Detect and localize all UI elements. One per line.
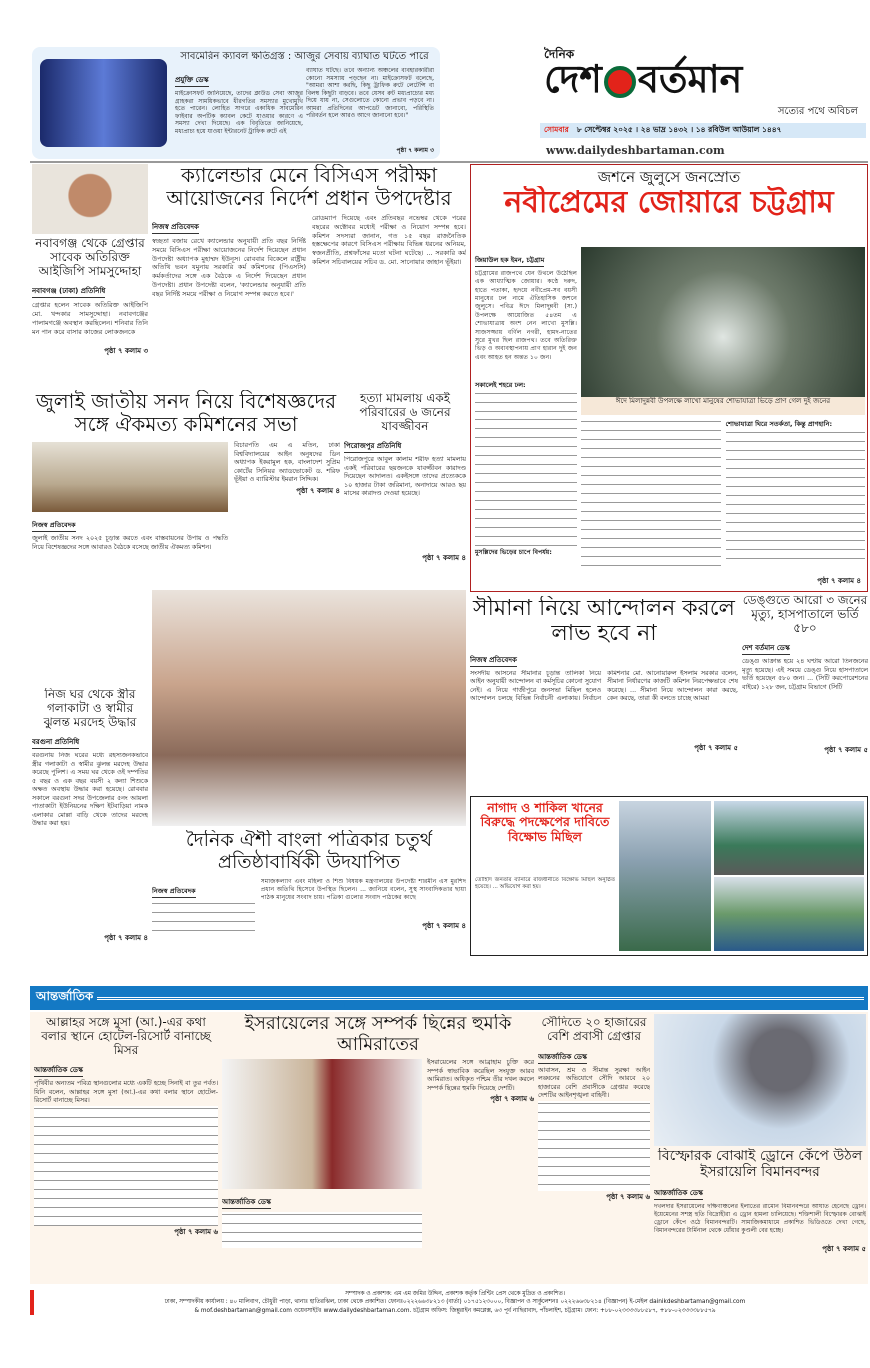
border-headline: সীমানা নিয়ে আন্দোলন করলে লাভ হবে না — [473, 596, 735, 647]
bcs-byline: নিজস্ব প্রতিবেদক — [152, 221, 199, 234]
arrest-jump: পৃষ্ঠা ৭ কলাম ৩ — [104, 347, 148, 356]
arrest-byline: নবাবগঞ্জ (ঢাকা) প্রতিনিধি — [32, 285, 105, 298]
uae-byline: আন্তর্জাতিক ডেস্ক — [222, 1196, 271, 1209]
text-lines — [475, 417, 577, 547]
egypt-jump: পৃষ্ঠা ৭ কলাম ৬ — [174, 1227, 218, 1236]
server-room-image — [40, 59, 167, 147]
date-label: ৮ সেপ্টেম্বর ২০২৫ । ২৪ ভাদ্র ১৪৩২ । ১৪ রবিউল আউয়াল ১৪৪৭ — [576, 124, 782, 134]
international-section-bar — [30, 986, 868, 1010]
arrest-headline: নবাবগঞ্জ থেকে গ্রেপ্তার সাবেক অতিরিক্ত আইজিপি সামসুদ্দোহা — [35, 236, 145, 278]
tech-headline: সাবমেরিন ক্যাবল ক্ষতিগ্রস্ত : আজুর সেবায় ব্যাঘাত ঘটতে পারে — [180, 51, 429, 62]
text-lines — [34, 1106, 218, 1226]
tech-byline: প্রযুক্তি ডেস্ক — [175, 74, 209, 87]
charter-jump: পৃষ্ঠা ৭ কলাম ৪ — [296, 486, 340, 495]
oishi-jump: পৃষ্ঠা ৭ কলাম ৪ — [422, 921, 466, 930]
saudi-text: আবাসন, শ্রম ও সীমান্ত সুরক্ষা আইন লঙ্ঘনের অভিযোগে সৌদি আরবে ২০ হাজারের বেশি প্রবাসীকে গ্রেপ্তার করেছে দেশটির আইনশৃঙ্খলা বাহিনী। — [538, 1066, 650, 1100]
award-ceremony-photo — [152, 590, 466, 826]
drone-text: দখলদার ইসরায়েলের দক্ষিণাঞ্চলের ইলাতের রামোন বিমানবন্দরে আঘাত হেনেছে ড্রোন। ইয়েমেনের সশস্ত্র হুতি বিদ্রোহীরা এ ড্রোন হামলা চালিয়েছে। শক্তিশালী বিস্ফোরক বোঝাই ড্রোনে কেঁপে ওঠে বিমানবন্দরটি। সামাজিকমাধ্যমে প্রকাশিত ভিডিওতে দেখা গেছে, বিমানবন্দরের টার্মিনাল থেকে ধোঁয়ার কুণ্ডলী বের হচ্ছে। — [654, 1203, 866, 1235]
dengue-jump: পৃষ্ঠা ৭ কলাম ৫ — [824, 746, 868, 755]
charter-byline: নিজস্ব প্রতিবেদক — [32, 520, 76, 532]
drone-jump: পৃষ্ঠা ৭ কলাম ৫ — [822, 1245, 866, 1254]
ctg-byline: জিয়াউল হক ইমন, চট্টগ্রাম — [475, 255, 544, 267]
portrait-photo — [32, 164, 148, 234]
protest-photo-1 — [619, 801, 711, 951]
tech-news-box — [32, 47, 440, 159]
dengue-text: ডেঙ্গু আক্রান্ত হয়ে ২৪ ঘণ্টায় আরো তিনজনের মৃত্যু হয়েছে। এই সময়ে ডেঙ্গু নিয়ে হাসপাতালে ভর্তি হয়েছেন ৫৮০ জন। ... (সিটি করপোরেশনের বাইরে) ১২৮ জন, চট্টগ্রাম বিভাগে (সিটি — [742, 658, 868, 691]
footer-line-3: & mof.deshbartaman@gmail.com ওয়েবসাইটঃ www.dailydeshbartaman.com. চট্টগ্রাম অফিস: জিন্নুরাইন কমপ্লেক্স, ৬৩ পূর্ব নাছিরাবাদ, পাঁচলাইশ, চট্টগ্রাম। ফোন: +৮৮-০২৩৩৩৩৮৮৫৮৭, +৮৮-০২৩৩৩৩৮৮৫৭৯ — [194, 1307, 716, 1314]
ctg-subhead-2: শোভাযাত্রা ঘিরে সতর্কতা, কিন্তু প্রাণহানি: — [725, 420, 833, 428]
ctg-text: চট্টগ্রামের রাজপথে যেন উথলে উঠেছিল এক আধ্যাত্মিক জোয়ার। কণ্ঠে দরুদ, হাতে পতাকা, হৃদয়ে নবীপ্রেম-সব বয়সী মানুষের ঢল নামে ঐতিহাসিক জশনে জুলুসে। পবিত্র ঈদে মিলাদুন্নবী (সা.) উপলক্ষে আয়োজিত ৫৪তম এ শোভাযাত্রায় অংশ নেন লাখো মুসল্লি। সাজসজ্জায় বর্ণিল নগরী, হামদ-নাতের সুরে মুখর ছিল রাজপথ। তবে অতিরিক্ত ভিড় ও অব্যবস্থাপনায় প্রাণ হারান দুই জন এবং আহত হন অন্তত ১০ জন। — [475, 270, 577, 361]
bcs-headline: ক্যালেন্ডার মেনে বিসিএস পরীক্ষা আয়োজনের নির্দেশ প্রধান উপদেষ্টার — [166, 164, 452, 210]
footer-line-1: সম্পাদক ও প্রকাশক: এম এম জমির উদ্দিন, প্রকাশক কর্তৃক প্রিন্টিং প্রেস থেকে মুদ্রিত ও প্রকাশিত। — [345, 1291, 565, 1297]
masthead-tagline: সত্যের পথে অবিচল — [777, 106, 858, 117]
border-byline: নিজস্ব প্রতিবেদক — [470, 654, 517, 667]
charter-headline: জুলাই জাতীয় সনদ নিয়ে বিশেষজ্ঞদের সঙ্গে ঐকমত্য কমিশনের সভা — [35, 390, 337, 436]
protest-photo-2 — [714, 801, 864, 875]
egypt-text: পৃথিবীর অন্যতম পবিত্র স্থানগুলোর মধ্যে একটি হচ্ছে সিনাই বা তুর পর্বত। যিনি বলেন, আল্লাহর সঙ্গে মুসা (আ.)-এর কথা বলার স্থানে হোটেল-রিসোর্ট বানাচ্ছে মিসর। — [34, 1080, 218, 1105]
charter-text-2: জুলাই জাতীয় সনদ ২০২৫ চূড়ান্ত করতে এবং বাস্তবায়নের উপায় ও পদ্ধতি নিয়ে বিশেষজ্ঞদের সঙ্গে আবারও বৈঠকে বসেছে জাতীয় ঐকমত্য কমিশন। — [32, 535, 228, 551]
bcs-text-col2: রোডম্যাপ দিয়েছে এবং প্রতিবছর নভেম্বর থেকে পরের বছরের অক্টোবর মধ্যেই পরীক্ষা ও নিয়োগ সম্পন্ন হবে। কমিশন সদস্যরা জানান, গত ১৫ বছর রাজনৈতিক হস্তক্ষেপের কারণে বিসিএস পরীক্ষায় বিভিন্ন ধরনের অনিয়ম, স্বজনপ্রীতি, প্রশ্নফাঁসের মতো ঘটনা ঘটেছে। ... সরকারি কর্ম কমিশন সচিবালয়ের সচিব ড. মো. সানোয়ার জাহান ভূঁইয়া। — [312, 214, 466, 266]
date-bar — [540, 123, 866, 138]
barguna-text: বরগুনায় নিজ ঘরের মধ্যে রহস্যজনকভাবে স্ত্রীর গলাকাটা ও স্বামীর ঝুলন্ত মরদেহ উদ্ধার করেছে পুলিশ। এ সময় ঘর থেকে ওই দম্পতির ৫ বছর ও এক বছর বয়সী ২ কন্যা শিশুকে অক্ষত অবস্থায় উদ্ধার করা হয়েছে। রোববার সকালে বরগুনা সদর উপজেলার ৫নং আয়লা পাতাকাটা ইউনিয়নের দক্ষিণ ইটবাড়িয়া নামক এলাকার মোল্লা বাড়ি থেকে তাদের মরদেহ উদ্ধার করা হয়। — [32, 752, 148, 828]
meeting-photo — [32, 442, 228, 512]
leaders-photo — [222, 1059, 422, 1189]
bcs-text-col1: স্বচ্ছতা বজায় রেখে ক্যালেন্ডার অনুযায়ী প্রতি বছর নির্দিষ্ট সময়ে বিসিএস পরীক্ষা আয়োজনের নির্দেশ দিয়েছেন প্রধান উপদেষ্টা অধ্যাপক মুহাম্মদ ইউনূস। রোববার বিকেলে রাষ্ট্রীয় অতিথি ভবন যমুনায় সরকারি কর্ম কমিশনের (পিএসসি) কর্মকর্তাদের সঙ্গে এক বৈঠকে এ নির্দেশ দিয়েছেন প্রধান উপদেষ্টা। প্রধান উপদেষ্টা বলেন, 'ক্যালেন্ডার অনুযায়ী প্রতি বছর নির্দিষ্ট সময়ে পরীক্ষা ও নিয়োগ সম্পন্ন করতে হবে।' — [152, 237, 306, 298]
saudi-jump: পৃষ্ঠা ৭ কলাম ৬ — [606, 1192, 650, 1201]
arrest-text: গ্রেপ্তার হলেন সাবেক অতিরিক্ত আইজিপি মো. খন্দকার সামসুদ্দোহা। নবাবগঞ্জের পালামগঞ্জে অবস্থান করছিলেন। শনিবার তিনি মন পান করে বাসার কাজের লোকজনকে — [32, 301, 148, 336]
tech-jump: পৃষ্ঠা ৭ কলাম ৩ — [396, 147, 434, 154]
section-label: আন্তর্জাতিক — [36, 989, 94, 1003]
airport-smoke-photo — [654, 1014, 866, 1146]
website-label: www.dailydeshbartaman.com — [546, 144, 725, 157]
uae-text: ইসরায়েলের সঙ্গে আব্রাহাম চুক্তি করে সম্পর্ক স্বাভাবিক করেছিল সংযুক্ত আরব আমিরাত। অধিকৃত পশ্চিম তীর দখল করলে সম্পর্ক ছিন্নের হুমকি দিয়েছে দেশটি। — [427, 1059, 534, 1092]
masthead-name-left: দেশ — [544, 57, 602, 101]
murder-text: পিরোজপুরে আবুল কালাম শরীফ হত্যা মামলায় একই পরিবারের ছয়জনকে যাবজ্জীবন কারাদণ্ড দিয়েছেন আদালত। একইসঙ্গে তাদের প্রত্যেককে ১০ হাজার টাকা জরিমানা, অনাদায়ে আরও ছয় মাসের কারাদণ্ড দেওয়া হয়েছে। — [344, 456, 466, 498]
murder-byline: পিরোজপুর প্রতিনিধি — [344, 440, 401, 453]
ctg-subhead-3: মুসল্লিদের ভিড়ের চাপে বিপর্যয়: — [475, 549, 552, 556]
murder-jump: পৃষ্ঠা ৭ কলাম ৪ — [422, 554, 466, 563]
dengue-headline: ডেঙ্গুতে আরো ৩ জনের মৃত্যু, হাসপাতালে ভর্তি ৫৮০ — [742, 594, 868, 635]
border-text: সংসদীয় আসনের সীমানার চূড়ান্ত তালিকা নিয়ে আইন অনুযায়ী আন্দোলন বা কর্মসূচির কোনো সুযোগ নেই। এ নিয়ে গাজীপুরে জনসভা মিছিল হলেও আন্দোলন চলছে বিভিন্ন নির্বাচনী এলাকায়। নির্বাচন কমিশনার মো. আনোয়ারুল ইসলাম সরকার বলেন, সীমানা নির্ধারণের কাজটি কমিশন নিরপেক্ষভাবে শেষ করেছে। ... সীমানা নিয়ে আন্দোলন কারা করছে, কেন করছে, তারা কী বলতে চাচ্ছে আমরা — [470, 669, 738, 703]
drone-headline: বিস্ফোরক বোঝাই ড্রোনে কেঁপে উঠল ইসরায়েলি বিমানবন্দর — [657, 1148, 863, 1181]
uae-jump: পৃষ্ঠা ৭ কলাম ৬ — [490, 1095, 534, 1104]
egypt-headline: আল্লাহর সঙ্গে মুসা (আ.)-এর কথা বলার স্থানে হোটেল-রিসোর্ট বানাচ্ছে মিসর — [41, 1016, 211, 1057]
text-lines — [581, 419, 721, 569]
oishi-text: সমাজকল্যাণ এবং মহিলা ও শিশু বিষয়ক মন্ত্রণালয়ের উপদেষ্টা শারমীন এস মুরশিদ প্রধান অতিথি হিসেবে উপস্থিত ছিলেন। ... জানিয়ে বলেন, সুস্থ সাংবাদিকতার ছায়া পাঠক মানুষের সংবাদ চায়। পত্রিকা গুলোর সংবাদ পাঠকের কাছে — [260, 877, 466, 902]
barguna-jump: পৃষ্ঠা ৭ কলাম ৪ — [104, 934, 148, 943]
dengue-byline: দেশ বর্তমান ডেস্ক — [742, 642, 790, 655]
murder-headline: হত্যা মামলায় একই পরিবারের ৬ জনের যাবজ্জীবন — [359, 392, 451, 433]
imprint-footer — [30, 1290, 868, 1315]
bangladesh-map-logo-icon — [604, 66, 636, 98]
masthead-prefix: দৈনিক — [544, 47, 575, 61]
footer-line-2: ঢাকা, সম্পাদকীয় কার্যালয় : ৪০ মালিবাগ, চৌধুরী পাড়া, থানাঃ হাতিরঝিল, ঢাকা থেকে প্রকাশিত। ফোনঃ০২২২৬৬৩৮২১৩ (বার্তা) ০১৭৫১২৩০০০, বিজ্ঞাপন ও সার্কুলেশনঃ ০২২২৬৬৩৮২১৪ (বিজ্ঞাপন) ই-মেইল dainikdeshbartaman@gmail.com — [164, 1299, 746, 1306]
masthead — [540, 44, 866, 160]
ctg-subhead-1: সকালেই শহরে ঢল: — [475, 381, 526, 389]
drone-byline: আন্তর্জাতিক ডেস্ক — [654, 1187, 703, 1200]
saudi-headline: সৌদিতে ২০ হাজারের বেশি প্রবাসী গ্রেপ্তার — [541, 1016, 647, 1043]
border-jump: পৃষ্ঠা ৭ কলাম ৫ — [694, 743, 738, 752]
barguna-byline: বরগুনা প্রতিনিধি — [32, 736, 79, 749]
uae-headline: ইসরায়েলের সঙ্গে সম্পর্ক ছিন্নের হুমকি আমিরাতের — [244, 1014, 512, 1055]
text-lines — [538, 1101, 650, 1191]
protest-photo-3 — [714, 877, 864, 951]
day-label: সোমবার — [544, 124, 569, 134]
photo-caption: ঈদে মিলাদুন্নবী উপলক্ষে লাখো মানুষের শোভাযাত্রা ভিড়ে প্রাণ গেল দুই জনের — [581, 397, 865, 415]
masthead-name-right: বর্তমান — [637, 57, 743, 101]
oishi-headline: দৈনিক ঐশী বাংলা পত্রিকার চতুর্থ প্রতিষ্ঠাবার্ষিকী উদযাপিত — [185, 830, 433, 873]
ctg-headline: নবীপ্রেমের জোয়ারে চট্টগ্রাম — [504, 186, 834, 221]
lead-story-box — [470, 164, 868, 592]
text-lines — [726, 430, 866, 560]
protest-story-box — [470, 796, 868, 956]
protest-headline: নাগাদ ও শাকিল খানের বিরুদ্ধে পদক্ষেপের দাবিতে বিক্ষোভ মিছিল — [480, 801, 610, 844]
text-lines — [222, 1212, 422, 1248]
ctg-jump: পৃষ্ঠা ৭ কলাম ৪ — [817, 577, 861, 585]
egypt-byline: আন্তর্জাতিক ডেস্ক — [34, 1064, 83, 1077]
tech-text-col2: ব্যাঘাত ঘটছে। তবে অন্যান্য অঞ্চলের ব্যবহারকারীরা কোনো সমস্যায় পড়ছেন না। মাইক্রোসফট বলেছে, "আমরা আশা করছি, কিছু ট্রাফিক রুটে লেটেন্সি বা বিলম্ব কিছুটা বাড়বে। তবে যেসব রুট মধ্যপ্রাচ্যের মধ্য দিয়ে যায় না, সেগুলোতে কোনো প্রভাব পড়বে না। আমরা প্রতিদিনের আপডেট জানাবো, পরিস্থিতি পরিবর্তন হলে আরও আগে জানানো হবে।" — [306, 67, 434, 119]
saudi-byline: আন্তর্জাতিক ডেস্ক — [538, 1051, 587, 1064]
text-lines — [152, 901, 255, 937]
oishi-byline: নিজস্ব প্রতিবেদক — [152, 886, 196, 898]
tech-text-col1: মাইক্রোসফট জানিয়েছে, তাদের ক্লাউড সেবা আজুর গ্রাহকরা সাময়িকভাবে ধীরগতির সমস্যার মুখোমুখি হতে পারেন। লোহিত সাগরে একাধিক সাবমেরিন ফাইবার অপটিক ক্যাবল কেটে যাওয়ার কারণে এ সমস্যা দেখা দিয়েছে। এক বিবৃতিতে জানিয়েছে, মধ্যপ্রাচ্য হয়ে যাওয়া ইন্টারনেট ট্রাফিক রুটে এই — [175, 90, 303, 135]
charter-text: বিচারপতি এম এ মতিন, ঢাকা বিশ্ববিদ্যালয়ের আইন অনুষদের ডিন অধ্যাপক ইকরামুল হক, বাংলাদেশ সুপ্রিম কোর্টের সিনিয়র অ্যাডভোকেট ড. শরিফ ভূঁইয়া ও ব্যারিস্টার ইমরান সিদ্দিক। — [234, 442, 340, 483]
procession-crowd-photo — [581, 247, 865, 397]
ctg-kicker: জশনে জুলুসে জনস্রোত — [597, 168, 741, 186]
protest-text: তৌহিদি জনতার ব্যানারে রাজধানীতে বিক্ষোভ মিছিল অনুষ্ঠিত হয়েছে। ... অভিযোগ করা হয়। — [475, 877, 615, 891]
barguna-headline: নিজ ঘর থেকে স্ত্রীর গলাকাটা ও স্বামীর ঝুলন্ত মরদেহ উদ্ধার — [43, 688, 137, 729]
